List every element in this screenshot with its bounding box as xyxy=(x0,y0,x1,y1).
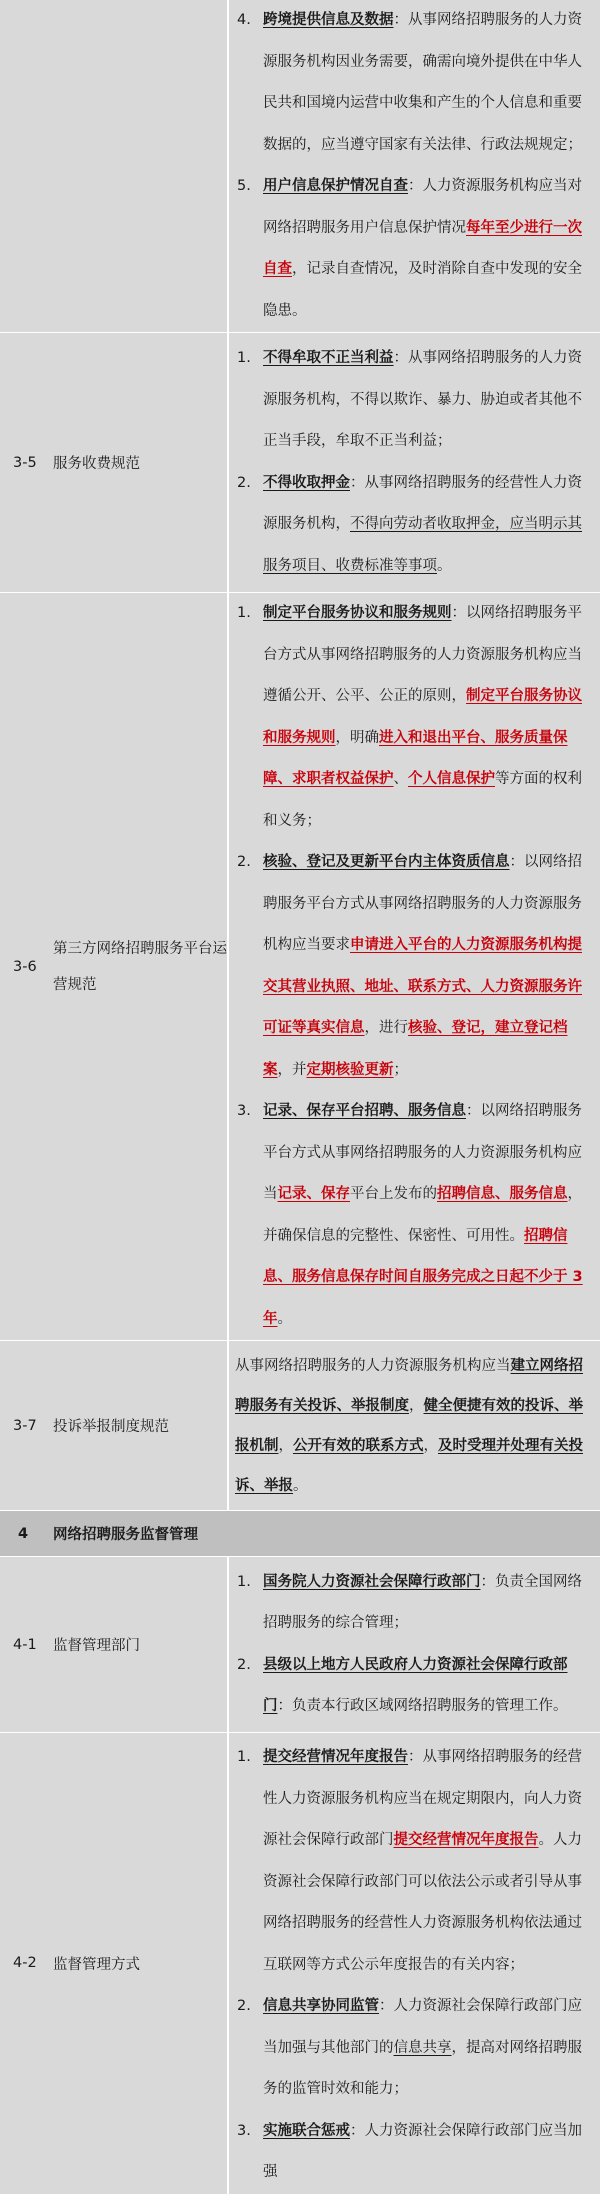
item-text xyxy=(263,1986,590,2111)
highlight-text: 个人信息保护 xyxy=(408,771,495,787)
item-text xyxy=(263,463,590,588)
list-item xyxy=(235,1986,590,2111)
highlight-text: 进入和退出平台、服务质量保障、求职者权益保护 xyxy=(263,729,568,787)
body-text: ：从事网络招聘服务的人力资源服务机构，不得以欺诈、暴力、胁迫或者其他不正当手段，牟取不正当利益； xyxy=(263,350,582,449)
section-title: 网络招聘服务监督管理 xyxy=(47,1511,600,1557)
body-text: ， xyxy=(409,1397,424,1414)
item-text xyxy=(263,166,590,332)
row-name-cell: 监督管理方式 xyxy=(47,1733,228,2195)
body-text: ， xyxy=(423,1437,438,1454)
key-term: 县级以上地方人民政府人力资源社会保障行政部门 xyxy=(263,1656,568,1714)
row-name-cell: 第三方网络招聘服务平台运营规范 xyxy=(47,593,228,1341)
section-header-row xyxy=(0,1511,600,1557)
body-text: ，进行 xyxy=(364,1020,408,1036)
key-term: 记录、保存平台招聘、服务信息 xyxy=(263,1103,466,1119)
row-body-cell xyxy=(228,1341,600,1511)
body-text: ，提高对网络招聘服务的监管时效和能力； xyxy=(263,2039,582,2097)
item-list xyxy=(235,0,590,332)
row-body-cell xyxy=(228,1733,600,2195)
body-text: 从事网络招聘服务的人力资源服务机构应当 xyxy=(235,1357,511,1374)
item-number: 3. xyxy=(237,2122,251,2139)
key-term: 信息共享协同监管 xyxy=(263,1998,379,2014)
highlight-text: 招聘信息、服务信息 xyxy=(437,1186,568,1202)
item-text xyxy=(263,0,590,166)
item-number: 1. xyxy=(237,1573,251,1590)
body-text: 平台上发布的 xyxy=(350,1186,437,1202)
item-text xyxy=(263,842,590,1091)
item-text xyxy=(263,338,590,463)
body-text: ：以网络招聘服务平台方式从事网络招聘服务的人力资源服务机构应当遵循公开、公平、公正的原则， xyxy=(263,605,582,704)
item-text xyxy=(263,593,590,842)
list-item xyxy=(235,593,590,842)
body-text: ，记录自查情况，及时消除自查中发现的安全隐患。 xyxy=(263,261,582,319)
body-text: ：以网络招聘服务平台方式从事网络招聘服务的人力资源服务机构应当要求 xyxy=(263,854,582,953)
body-text: ：负责全国网络招聘服务的综合管理； xyxy=(263,1573,582,1631)
list-item xyxy=(235,166,590,332)
body-text: ：从事网络招聘服务的经营性人力资源服务机构， xyxy=(263,474,582,532)
item-number: 2. xyxy=(237,1656,251,1673)
item-list xyxy=(235,1562,590,1728)
body-text: 、 xyxy=(393,771,408,787)
body-text: 。 xyxy=(437,557,452,574)
key-term: 制定平台服务协议和服务规则 xyxy=(263,605,452,621)
body-text: ，明确 xyxy=(335,729,379,746)
row-id-cell xyxy=(0,0,47,333)
key-term: 建立网络招聘服务有关投诉、举报制度 xyxy=(235,1357,583,1414)
key-term: 提交经营情况年度报告 xyxy=(263,1749,408,1765)
list-item xyxy=(235,463,590,588)
body-text: ； xyxy=(393,1061,408,1078)
list-item xyxy=(235,1562,590,1645)
body-text: ，并 xyxy=(277,1061,307,1078)
item-list xyxy=(235,338,590,587)
body-text: ：人力资源社会保障行政部门应当加强与其他部门的 xyxy=(263,1998,582,2056)
key-term: 不得牟取不正当利益 xyxy=(263,350,394,366)
row-body-cell xyxy=(228,593,600,1341)
body-text: ，并确保信息的完整性、保密性、可用性。 xyxy=(263,1186,582,1244)
table-row xyxy=(0,0,600,333)
key-term: 不得收取押金 xyxy=(263,474,350,491)
key-term: 公开有效的联系方式 xyxy=(293,1437,424,1454)
list-item xyxy=(235,1645,590,1728)
item-number: 2. xyxy=(237,854,251,870)
body-text: ：负责本行政区域网络招聘服务的管理工作。 xyxy=(277,1698,568,1714)
list-item xyxy=(235,0,590,166)
item-text xyxy=(263,1091,590,1340)
item-number: 2. xyxy=(237,474,251,491)
highlight-text: 招聘信息、服务信息保存时间自服务完成之日起不少于 3 年 xyxy=(263,1227,583,1327)
highlight-text: 每年至少进行一次自查 xyxy=(263,219,582,277)
highlight-text: 申请进入平台的人力资源服务机构提交其营业执照、地址、联系方式、人力资源服务许可证等真实信息 xyxy=(263,937,582,1036)
list-item xyxy=(235,2111,590,2194)
paragraph xyxy=(235,1346,590,1506)
table-row xyxy=(0,333,600,593)
row-name-cell xyxy=(47,0,228,333)
highlight-text: 定期核验更新 xyxy=(306,1061,394,1078)
row-name-cell: 服务收费规范 xyxy=(47,333,228,593)
item-list xyxy=(235,593,590,1340)
item-text xyxy=(263,1562,590,1645)
item-list xyxy=(235,1737,590,2194)
table-row xyxy=(0,593,600,1341)
highlight-text: 核验、登记，建立登记档案 xyxy=(263,1020,568,1078)
list-item xyxy=(235,842,590,1091)
body-text: 等方面的权利和义务； xyxy=(263,771,582,829)
item-number: 5. xyxy=(237,178,251,194)
key-term: 跨境提供信息及数据 xyxy=(263,12,394,28)
highlight-text: 提交经营情况年度报告 xyxy=(393,1832,539,1848)
body-text: ：以网络招聘服务平台方式从事网络招聘服务的人力资源服务机构应当 xyxy=(263,1103,582,1202)
row-id-cell: 3-7 xyxy=(0,1341,47,1511)
table-row xyxy=(0,1733,600,2195)
body-text: ：从事网络招聘服务的经营性人力资源服务机构应当在规定期限内，向人力资源社会保障行政部门 xyxy=(263,1749,582,1848)
section-id: 4 xyxy=(0,1511,47,1557)
key-term: 及时受理并处理有关投诉、举报 xyxy=(235,1437,583,1494)
key-term: 健全便捷有效的投诉、举报机制 xyxy=(235,1397,583,1454)
body-text: ：人力资源服务机构应当对网络招聘服务用户信息保护情况 xyxy=(263,178,582,236)
key-term: 实施联合惩戒 xyxy=(263,2122,350,2139)
underlined-text: 信息共享 xyxy=(393,2039,452,2056)
underlined-text: 不得向劳动者收取押金，应当明示其服务项目、收费标准等事项 xyxy=(263,516,582,574)
item-number: 2. xyxy=(237,1998,251,2014)
item-number: 1. xyxy=(237,350,251,366)
key-term: 国务院人力资源社会保障行政部门 xyxy=(263,1573,481,1590)
item-number: 1. xyxy=(237,1749,251,1765)
key-term: 核验、登记及更新平台内主体资质信息 xyxy=(263,854,510,870)
row-id-cell: 4-1 xyxy=(0,1557,47,1733)
table-row xyxy=(0,1557,600,1733)
row-id-cell: 4-2 xyxy=(0,1733,47,2195)
item-text xyxy=(263,1645,590,1728)
row-name-cell: 投诉举报制度规范 xyxy=(47,1341,228,1511)
body-text: 。 xyxy=(277,1310,292,1327)
item-text xyxy=(263,1737,590,1986)
body-text: 。 xyxy=(293,1477,308,1494)
key-term: 用户信息保护情况自查 xyxy=(263,178,408,194)
body-text: ， xyxy=(278,1437,293,1454)
row-body-cell xyxy=(228,1557,600,1733)
item-number: 3. xyxy=(237,1103,251,1119)
list-item xyxy=(235,338,590,463)
body-text: ：人力资源社会保障行政部门应当加强 xyxy=(263,2122,582,2180)
row-id-cell: 3-6 xyxy=(0,593,47,1341)
row-body-cell xyxy=(228,333,600,593)
row-id-cell: 3-5 xyxy=(0,333,47,593)
item-text xyxy=(263,2111,590,2194)
body-text: 。人力资源社会保障行政部门可以依法公示或者引导从事网络招聘服务的经营性人力资源服务机构依法通过互联网等方式公示年度报告的有关内容； xyxy=(263,1832,582,1973)
list-item xyxy=(235,1737,590,1986)
body-text: ：从事网络招聘服务的人力资源服务机构因业务需要，确需向境外提供在中华人民共和国境内运营中收集和产生的个人信息和重要数据的，应当遵守国家有关法律、行政法规规定； xyxy=(263,12,582,153)
item-number: 1. xyxy=(237,605,251,621)
row-body-cell xyxy=(228,0,600,333)
table-row xyxy=(0,1341,600,1511)
highlight-text: 制定平台服务协议和服务规则 xyxy=(263,688,582,746)
highlight-text: 记录、保存 xyxy=(277,1186,350,1202)
row-name-cell: 监督管理部门 xyxy=(47,1557,228,1733)
list-item xyxy=(235,1091,590,1340)
item-number: 4. xyxy=(237,12,251,28)
